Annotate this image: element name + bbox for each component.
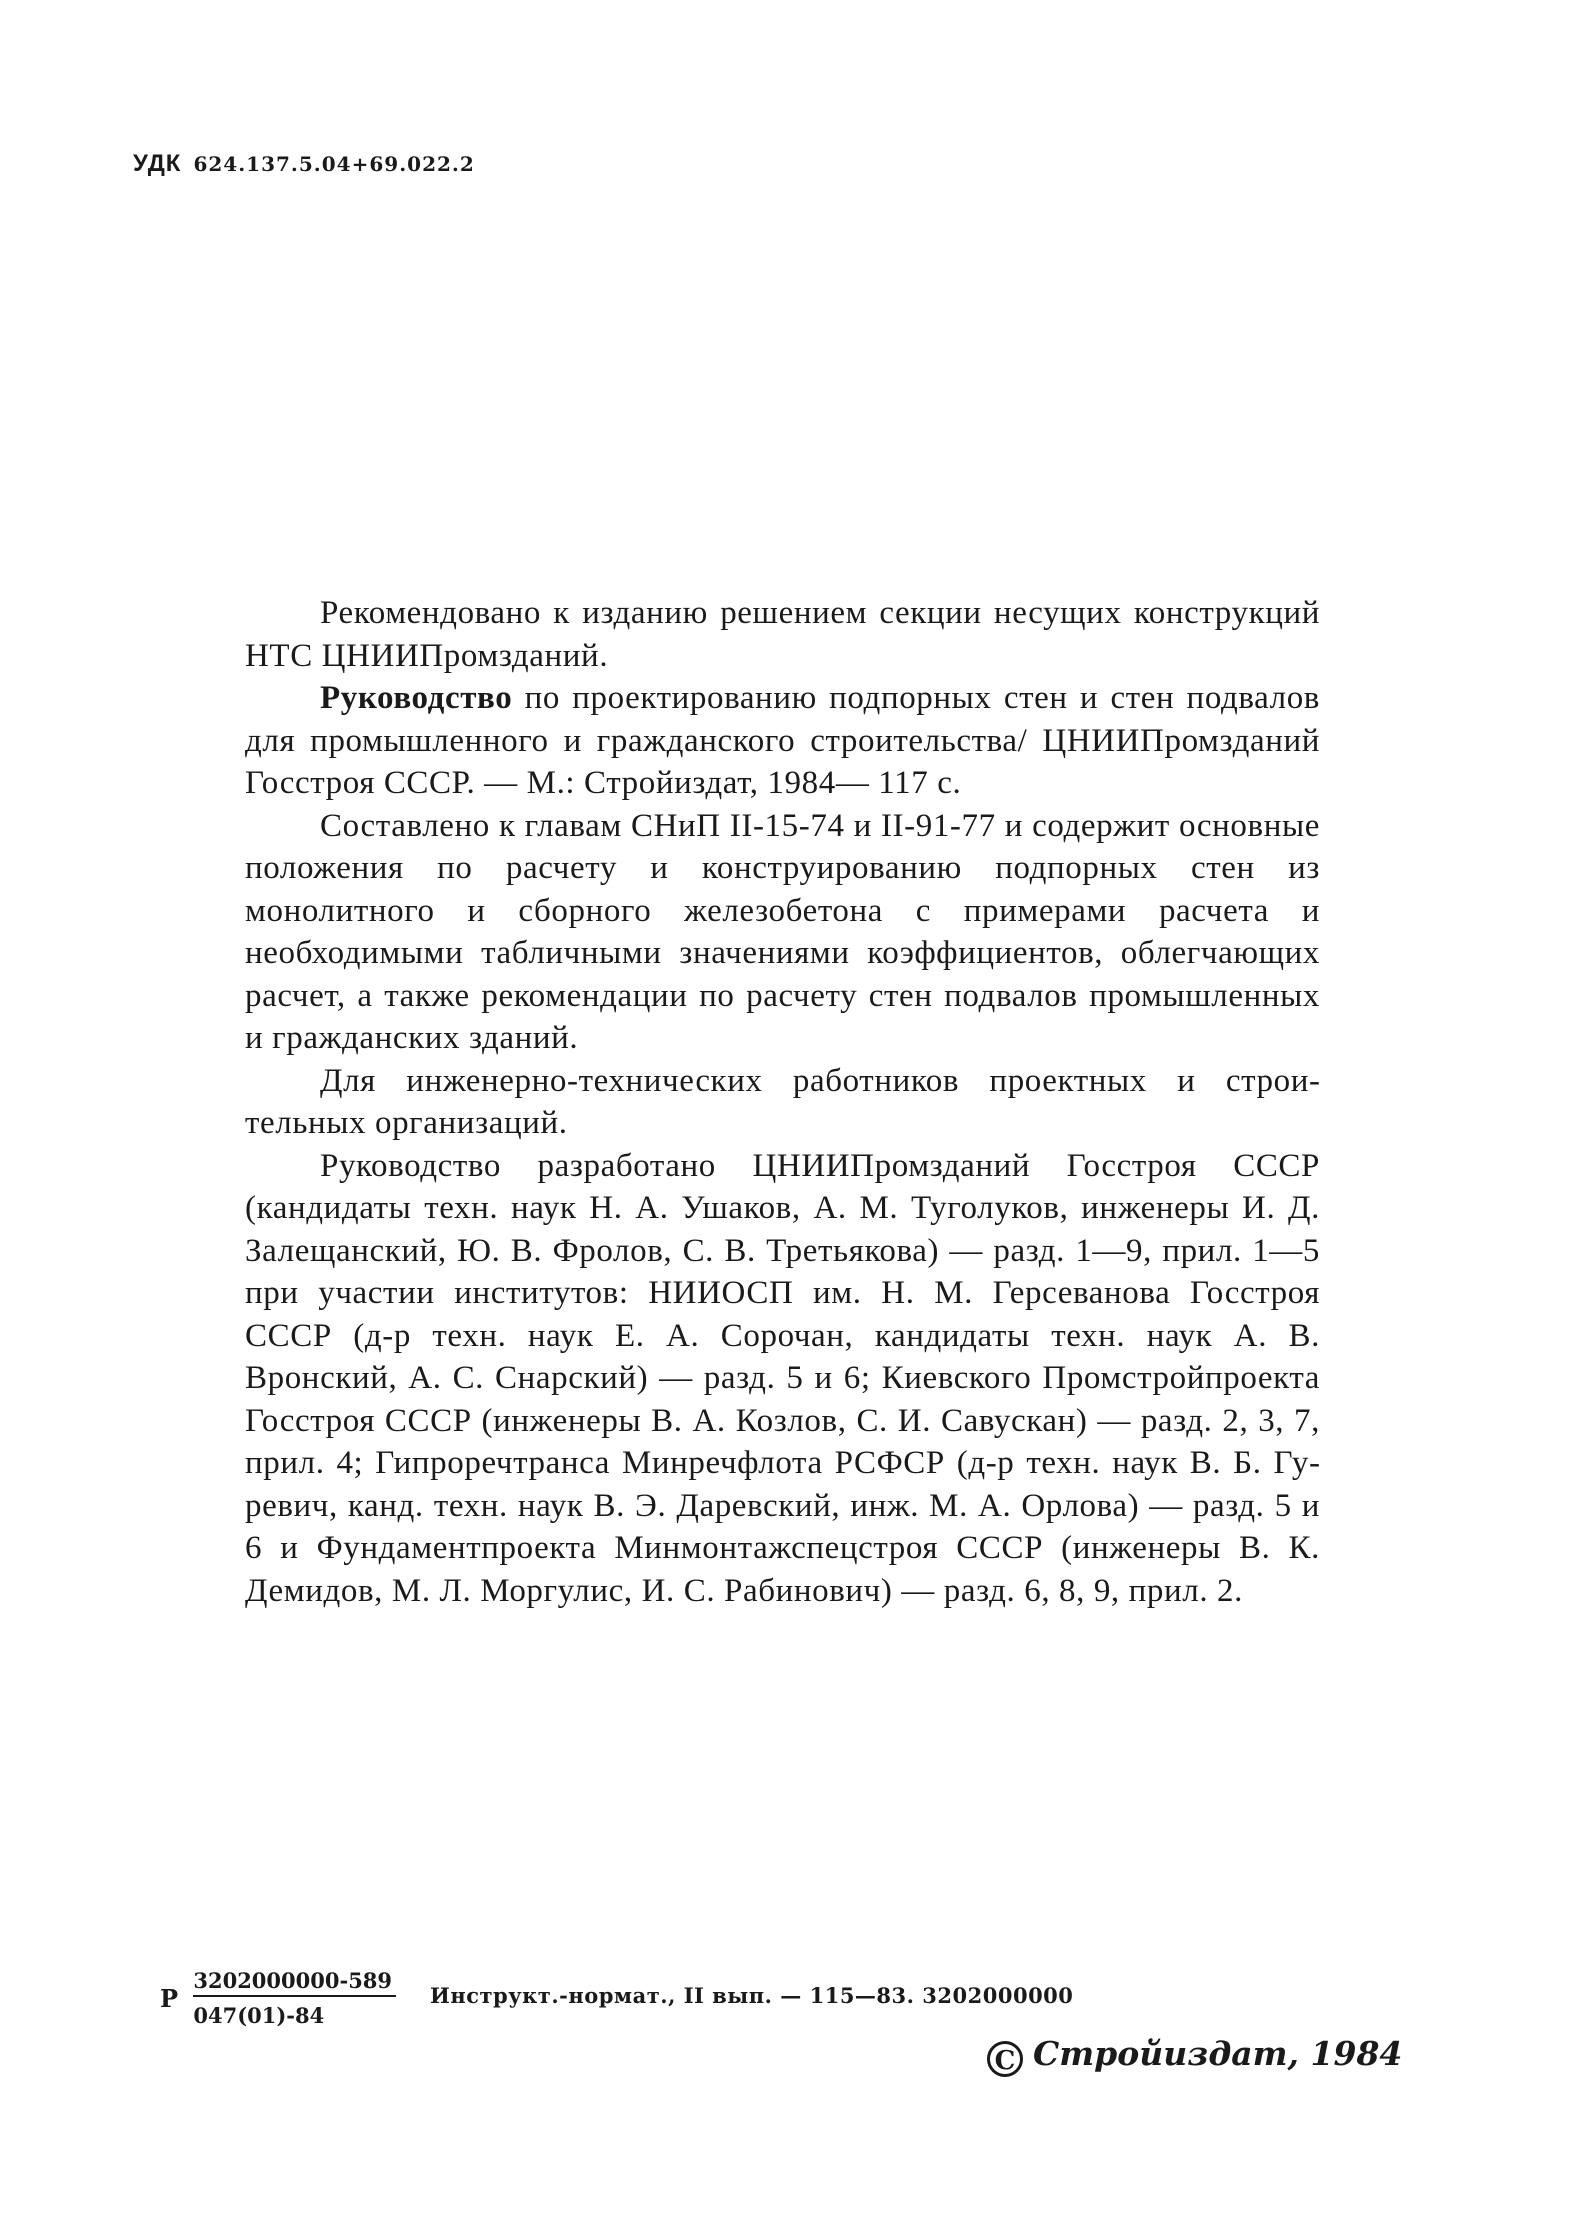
bibliographic-paragraph bbox=[245, 677, 1320, 805]
copyright-text: Стройиздат, 1984 bbox=[1033, 2034, 1403, 2073]
bibliographic-title: Руководство bbox=[320, 680, 513, 716]
publication-index bbox=[160, 1968, 396, 2028]
bibliographic-description: по проектированию подпорных стен и стен подвалов для промышленного и гражданского строительства/ ЦНИИПромзданий Госстроя СССР. — М.: Стройиздат, 1984— 117 с. bbox=[245, 680, 1320, 801]
udk-code: 624.137.5.04+69.022.2 bbox=[193, 152, 475, 176]
authors-paragraph: Руководство разработано ЦНИИПромзданий Госстроя СССР (кандидаты техн. наук Н. А. Ушаков, А. М. Туголуков, инженеры И. Д. Залещанский, Ю. В. Фролов, С. В. Третьякова) — разд. 1—9, прил. 1—5 при участии институтов: НИИОСП им. Н. М. Герсеванова Госстроя СССР (д-р техн. наук Е. А. Сорочан, кандидаты техн. наук А. В. Вронский, А. С. Снарский) — разд. 5 и 6; Киевского Промстройпроекта Госстроя СССР (инженеры В. А. Козлов, С. И. Савускан) — разд. 2, 3, 7, прил. 4; Гипроречтранса Минречфлота РСФСР (д-р техн. наук В. Б. Гуревич, канд. техн. наук В. Э. Даревский, инж. М. А. Орлова) — разд. 5 и 6 и Фундаментпроекта Минмонтажспецстроя СССР (инженеры В. К. Демидов, М. Л. Моргулис, И. С. Рабинович) — разд. 6, 8, 9, прил. 2. bbox=[245, 1147, 1320, 1609]
copyright-line bbox=[987, 2034, 1402, 2077]
annotation-paragraph: Составлено к главам СНиП II-15-74 и II-91-77 и содержит основные положения по расчету и конструированию подпорных стен из монолитного и сборного железобетона с примерами расчета и необходимыми табличными значениями коэффициентов, облегчающих расчет, а также рекомендации по расчету стен подвалов промышленных и гражданских зданий. bbox=[245, 807, 1320, 1056]
copyright-icon: С bbox=[987, 2041, 1023, 2077]
udk-classification bbox=[133, 150, 475, 178]
udk-label: УДК bbox=[133, 150, 182, 177]
index-fraction bbox=[193, 1968, 396, 2028]
audience-paragraph: Для инженерно-технических работников проектных и строительных организаций. bbox=[245, 1062, 1320, 1141]
index-numerator: 3202000000-589 bbox=[193, 1968, 396, 1997]
publication-plan-info: Инструкт.-нормат., II вып. — 115—83. 3202000000 bbox=[430, 1983, 1074, 2008]
recommendation-paragraph: Рекомендовано к изданию решением секции несущих конструкций НТС ЦНИИПромзданий. bbox=[245, 595, 1320, 674]
main-text-block bbox=[245, 592, 1320, 1612]
index-letter: Р bbox=[160, 1983, 179, 2013]
index-denominator: 047(01)-84 bbox=[193, 2003, 325, 2028]
